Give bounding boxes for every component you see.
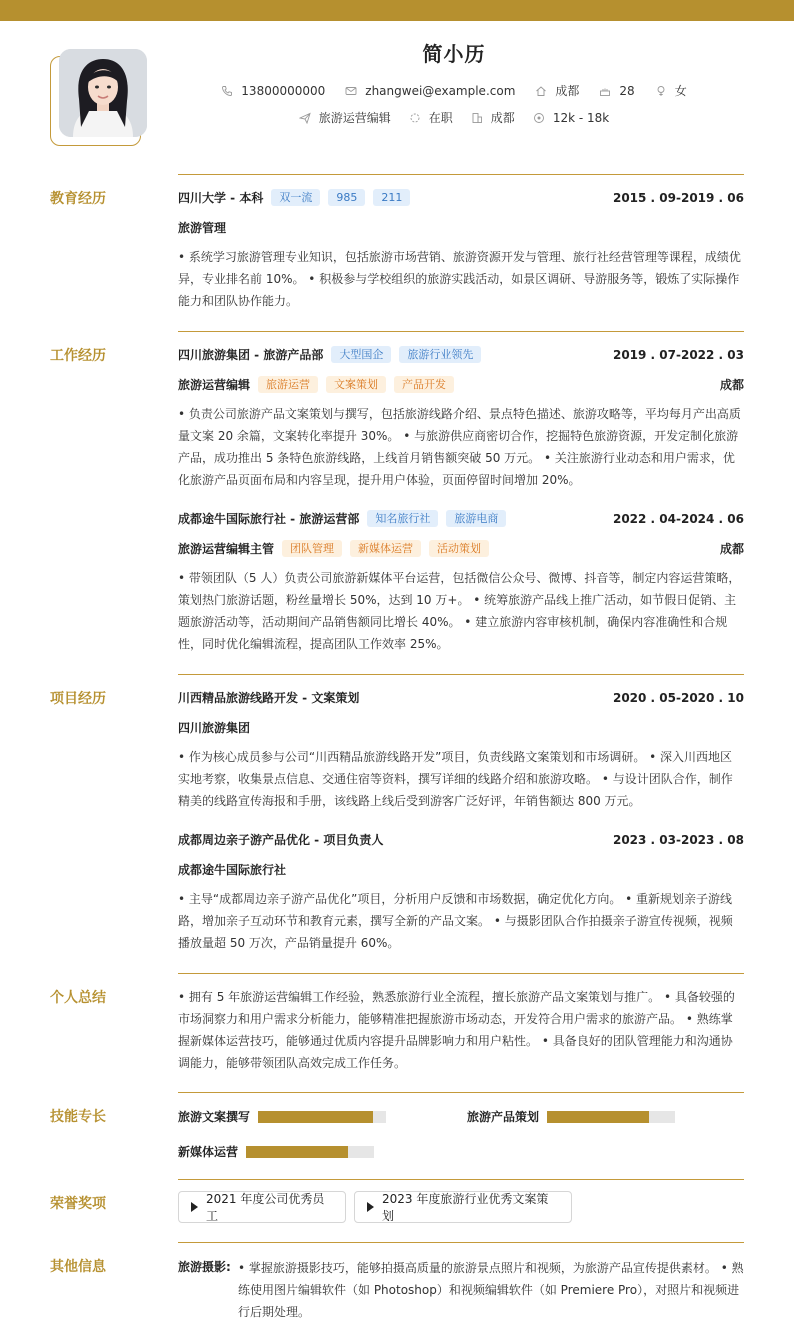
project-header-row [178,689,744,706]
coin-icon [533,112,545,124]
email-item [345,84,515,98]
contact-row [230,82,687,99]
cake-icon [599,85,611,97]
skill-bar [547,1111,675,1123]
work-company-row [178,346,744,363]
project-org-row [178,861,744,878]
school-name: 四川大学 - 本科 [178,191,264,205]
play-icon [367,1202,374,1212]
company-tag: 知名旅行社 [367,510,438,527]
education-description: • 系统学习旅游管理专业知识，包括旅游市场营销、旅游资源开发与管理、旅行社经营管理等课程，成绩优异，专业排名前 10%。 • 积极参与学校组织的旅游实践活动，如景区调研、导游服务等，锻炼了实际操作能力和团队协作能力。 [178,250,741,308]
work-position-row [178,376,744,393]
position-tag: 产品开发 [394,376,454,393]
section-title: 其他信息 [50,1259,106,1275]
age-text: 28 [619,83,635,98]
gender-text: 女 [674,84,687,98]
email-text: zhangwei@example.com [365,83,516,98]
work-date: 2022 . 04-2024 . 06 [612,511,744,526]
position-tag: 新媒体运营 [350,540,421,557]
status-item [409,109,453,126]
education-header-row [178,189,744,206]
phone-icon [221,85,233,97]
target-job-text: 旅游运营编辑 [318,111,391,125]
project-title: 川西精品旅游线路开发 - 文案策划 [178,691,360,705]
project-org: 成都途牛国际旅行社 [178,863,287,877]
location-text: 成都 [555,84,580,98]
job-intent-row [230,109,678,126]
work-city: 成都 [719,542,744,556]
summary-text: • 拥有 5 年旅游运营编辑工作经验，熟悉旅游行业全流程，擅长旅游产品文案策划与推广。 • 具备较强的市场洞察力和用户需求分析能力，能够精准把握旅游市场动态，开发符合用户需求的旅游产品。 • 熟练掌握新媒体运营技巧，能够通过优质内容提升品牌影响力和用户粘性。 • 具备良好的团队管理能力和沟通协调能力，能够带领团队高效完成工作任务。 [178,990,735,1070]
company-name: 四川旅游集团 - 旅游产品部 [178,348,324,362]
section-divider [178,973,744,974]
award-item [354,1191,572,1223]
work-description: • 负责公司旅游产品文案策划与撰写，包括旅游线路介绍、景点特色描述、旅游攻略等，平均每月产出高质量文案 20 余篇，文案转化率提升 30%。 • 与旅游供应商密切合作，挖掘特色旅游资源，开发定制化旅游产品，成功推出 5 条特色旅游线路，上线首月销售额突破 50 万元。 • 关注旅游行业动态和用户需求，优化旅游产品页面布局和内容呈现，提升用户体验，页面停留时间增加 20%。 [178,407,741,487]
phone-text: 13800000000 [241,83,326,98]
salary-item [533,111,609,125]
project-org-row [178,719,744,736]
mail-icon [345,85,357,97]
section-title: 工作经历 [50,348,106,364]
company-name: 成都途牛国际旅行社 - 旅游运营部 [178,512,360,526]
company-tag: 大型国企 [331,346,391,363]
project-date: 2023 . 03-2023 . 08 [612,832,744,847]
section-divider [178,331,744,332]
education-date: 2015 . 09-2019 . 06 [612,190,744,205]
skill-name: 新媒体运营 [178,1145,239,1159]
award-text: 2023 年度旅游行业优秀文案策划 [382,1192,549,1223]
position-tag: 活动策划 [429,540,489,557]
skill-name: 旅游产品策划 [467,1110,540,1124]
skill-item [178,1108,386,1125]
section-title: 荣誉奖项 [50,1196,106,1212]
section-divider [178,1092,744,1093]
project-header-row [178,831,744,848]
position-tag: 旅游运营 [258,376,318,393]
work-city: 成都 [719,378,744,392]
skill-item [178,1143,374,1160]
education-tag: 双一流 [271,189,320,206]
status-icon [409,112,421,124]
position-name: 旅游运营编辑 [178,378,251,392]
phone-item [221,84,325,98]
project-org: 四川旅游集团 [178,721,251,735]
salary-text: 12k - 18k [552,110,610,125]
send-icon [299,112,311,124]
skill-item [467,1108,675,1125]
target-city-text: 成都 [490,111,515,125]
project-description: • 主导“成都周边亲子游产品优化”项目，分析用户反馈和市场数据，确定优化方向。 • 重新规划亲子游线路，增加亲子互动环节和教育元素，撰写全新的产品文案。 • 与摄影团队合作拍摄亲子游宣传视频，视频播放量超 50 万次，产品销量提升 60%。 [178,892,733,950]
work-position-row [178,540,744,557]
work-description: • 带领团队（5 人）负责公司旅游新媒体平台运营，包括微信公众号、微博、抖音等，制定内容运营策略，策划热门旅游话题，粉丝量增长 50%，达到 10 万+。 • 统筹旅游产品线上推广活动，如节假日促销、主题旅游活动等，活动期间产品销售额同比增长 40%。 • 建立旅游内容审核机制，确保内容准确性和合规性，同时优化编辑流程，提高团队工作效率 25%。 [178,571,741,651]
project-description: • 作为核心成员参与公司“川西精品旅游线路开发”项目，负责线路文案策划和市场调研。 • 深入川西地区实地考察，收集景点信息、交通住宿等资料，撰写详细的线路介绍和旅游攻略。 • 与设计团队合作，制作精美的线路宣传海报和手册，该线路上线后受到游客广泛好评，年销售额达 800 万元。 [178,750,733,808]
status-text: 在职 [428,111,453,125]
building-icon [471,112,483,124]
project-title: 成都周边亲子游产品优化 - 项目负责人 [178,833,384,847]
target-city-item [471,109,515,126]
work-company-row [178,510,744,527]
education-tag: 985 [328,189,365,206]
skill-name: 旅游文案撰写 [178,1110,251,1124]
skill-bar [258,1111,386,1123]
other-text: • 掌握旅游摄影技巧，能够拍摄高质量的旅游景点照片和视频，为旅游产品宣传提供素材。 • 熟练使用图片编辑软件（如 Photoshop）和视频编辑软件（如 Premiere Pro），对照片和视频进行后期处理。 [238,1261,744,1319]
major-name: 旅游管理 [178,221,227,235]
education-tag: 211 [373,189,410,206]
company-tag: 旅游行业领先 [399,346,481,363]
skill-bar-fill [258,1111,373,1123]
candidate-name: 简小历 [422,42,486,66]
company-tag: 旅游电商 [446,510,506,527]
section-title: 项目经历 [50,691,106,707]
skill-bar [246,1146,374,1158]
home-icon [535,85,547,97]
position-tag: 文案策划 [326,376,386,393]
major-row [178,219,744,236]
gender-icon [655,85,667,97]
play-icon [191,1202,198,1212]
top-accent-bar [0,0,794,21]
section-divider [178,1179,744,1180]
section-title: 教育经历 [50,191,106,207]
section-divider [178,1242,744,1243]
age-item [599,84,634,98]
section-divider [178,174,744,175]
section-divider [178,674,744,675]
project-date: 2020 . 05-2020 . 10 [612,690,744,705]
skill-bar-fill [547,1111,649,1123]
section-title: 技能专长 [50,1109,106,1125]
other-label: 旅游摄影: [178,1260,231,1274]
skill-bar-fill [246,1146,348,1158]
target-job-item [299,109,391,126]
work-date: 2019 . 07-2022 . 03 [612,347,744,362]
position-name: 旅游运营编辑主管 [178,542,275,556]
gender-item [655,82,687,99]
position-tag: 团队管理 [282,540,342,557]
award-text: 2021 年度公司优秀员工 [206,1192,325,1223]
location-item [535,82,579,99]
section-title: 个人总结 [50,990,106,1006]
award-item [178,1191,346,1223]
